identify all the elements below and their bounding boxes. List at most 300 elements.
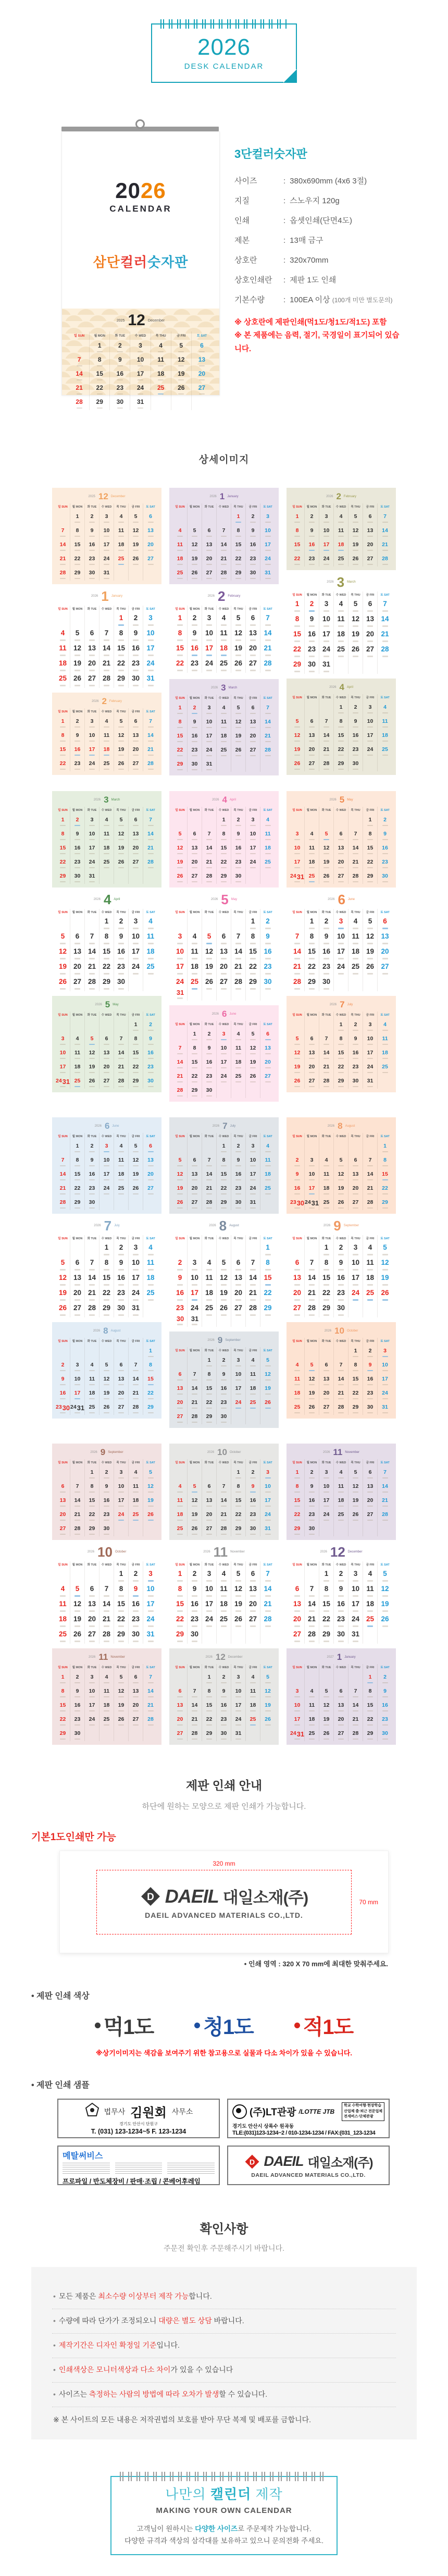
date-cell: 15 <box>363 842 378 856</box>
date-cell: 29 <box>188 1084 202 1098</box>
date-cell: 1 <box>90 340 110 354</box>
prev-month-band <box>169 1117 279 1214</box>
date-cell: 28 <box>202 870 217 884</box>
date-cell: 30 <box>70 870 85 884</box>
date-cell: 13 <box>70 946 85 961</box>
date-cell: 1 <box>114 612 129 627</box>
month-2026-4 <box>56 893 158 991</box>
date-cell: 10 <box>290 1699 305 1713</box>
product-year <box>62 180 219 202</box>
date-cell: 13 <box>173 1699 188 1713</box>
date-cell: 14 <box>188 1699 202 1713</box>
date-cell: 27 <box>85 1629 99 1644</box>
date-cell: 24 <box>217 1070 231 1084</box>
date-cell: 12 <box>99 1373 114 1387</box>
date-cell: 23 <box>114 961 129 976</box>
dow-label: 토 SAT <box>263 911 272 914</box>
date-cell <box>99 1568 114 1583</box>
dow-label: 금 FRI <box>129 1664 143 1671</box>
date-cell: 30 <box>217 1727 231 1741</box>
dow-label: 금 FRI <box>246 1133 260 1140</box>
date-cell: 29 <box>290 1522 305 1536</box>
date-cell: 20 <box>114 1387 129 1401</box>
date-cell: 21 <box>217 1508 231 1522</box>
dow-label: 목 THU <box>114 1664 129 1671</box>
date-cell: 28 <box>56 566 70 581</box>
date-cell: 27 <box>129 757 143 771</box>
date-cell: 13 <box>143 1154 158 1168</box>
date-cell: 20 <box>173 1713 188 1727</box>
date-cell: 24 <box>231 1396 246 1410</box>
dow-label: 금 FRI <box>171 331 192 340</box>
dow-label: 화 TUE <box>85 503 99 510</box>
dow-label: 일 SUN <box>173 503 188 510</box>
date-cell: 1 <box>202 1671 217 1685</box>
page-header <box>0 0 448 83</box>
date-cell: 6 <box>143 1140 158 1154</box>
date-cell: 27 <box>305 757 319 771</box>
date-cell: 28 <box>319 757 334 771</box>
date-cell: 29 <box>363 870 378 884</box>
date-cell: 4 <box>363 1242 378 1257</box>
date-cell <box>173 1354 188 1368</box>
plate-section-subtitle: 하단에 원하는 모양으로 제판 인쇄가 가능합니다. <box>142 1802 306 1811</box>
date-cell: 3 <box>56 1032 70 1046</box>
plate-sample-grid <box>57 2099 391 2185</box>
date-cell: 22 <box>334 743 349 757</box>
date-cell: 23 <box>319 961 334 976</box>
date-cell: 16 <box>129 643 143 658</box>
date-cell: 16 <box>349 1046 363 1061</box>
date-cell: 2 <box>217 1671 231 1685</box>
date-cell <box>378 757 392 771</box>
date-cell: 31 <box>85 870 99 884</box>
date-cell <box>188 1354 202 1368</box>
date-cell: 11 <box>319 1168 334 1182</box>
date-cell: 14 <box>56 1168 70 1182</box>
month-2026-7 <box>173 1121 275 1210</box>
plate-logo-box <box>59 1851 389 1953</box>
month-header: 2026 10 October <box>207 1447 241 1457</box>
date-cell: 20 <box>202 552 217 566</box>
dow-label: 화 TUE <box>110 331 130 340</box>
date-cell: 2 <box>70 814 85 828</box>
date-cell: 14 <box>260 627 275 643</box>
date-cell: 9 <box>217 1368 231 1382</box>
date-cell: 23 <box>188 1613 202 1629</box>
date-cell: 2 <box>290 1154 305 1168</box>
date-cell: 24 <box>334 961 349 976</box>
dow-label: 일 SUN <box>56 909 70 916</box>
month-2026-5 <box>290 795 392 884</box>
date-cell: 3 <box>202 1568 217 1583</box>
date-cell: 25 <box>246 1396 260 1410</box>
date-cell: 4 <box>56 627 70 643</box>
date-cell: 4 <box>334 1466 349 1480</box>
date-cell: 29 <box>217 870 231 884</box>
date-cell: 17 <box>188 1287 202 1302</box>
date-cell: 9 <box>378 828 392 842</box>
date-cell: 23 <box>202 1070 217 1084</box>
month-grid <box>56 1012 158 1089</box>
date-cell: 12 <box>305 1373 319 1387</box>
date-cell: 29 <box>114 673 129 688</box>
date-cell: 26 <box>290 1075 305 1089</box>
month-2026-12 <box>173 1653 275 1741</box>
date-cell: 8 <box>56 1685 70 1699</box>
date-cell: 22 <box>70 552 85 566</box>
confirm-item: • 모든 제품은 최소수량 이상부터 제작 가능합니다. <box>52 2285 396 2309</box>
date-cell: 20 <box>305 1061 319 1075</box>
date-cell: 10 <box>217 1042 231 1056</box>
date-cell: 1 <box>290 1466 305 1480</box>
date-cell: 19 <box>114 842 129 856</box>
daeil-red-diamond-icon <box>244 2154 260 2170</box>
dow-label: 화 TUE <box>319 1664 334 1671</box>
date-cell <box>305 1018 319 1032</box>
date-cell: 22 <box>56 856 70 870</box>
date-cell: 1 <box>99 1242 114 1257</box>
month-2026-4 <box>173 795 275 884</box>
next-month-band <box>287 1648 396 1745</box>
date-cell: 5 <box>334 1154 349 1168</box>
date-cell: 13 <box>202 538 217 552</box>
date-cell: 13 <box>363 1480 378 1494</box>
confirm-item: • 제작기간은 디자인 확정일 기준입니다. <box>52 2334 396 2358</box>
date-cell: 6 <box>334 1685 349 1699</box>
date-cell: 30 <box>129 673 143 688</box>
date-cell: 12 <box>70 643 85 658</box>
month-2026-1 <box>173 492 275 581</box>
date-cell: 1 <box>378 1140 392 1154</box>
date-cell: 27 <box>143 552 158 566</box>
svg-text:D: D <box>146 1891 154 1903</box>
dow-label: 화 TUE <box>85 606 99 612</box>
date-cell: 15 <box>305 946 319 961</box>
date-cell: 19 <box>217 1287 231 1302</box>
date-cell: 10 <box>130 354 151 368</box>
date-cell: 18 <box>334 538 349 552</box>
date-cell: 9 <box>70 828 85 842</box>
dow-label: 수 WED <box>334 503 349 510</box>
date-cell: 21 <box>290 961 305 976</box>
date-cell: 5 <box>129 1140 143 1154</box>
dow-label: 금 FRI <box>363 1338 378 1345</box>
date-cell: 7 <box>319 715 334 729</box>
date-cell: 21 <box>378 1494 392 1508</box>
date-cell: 24 <box>202 744 217 758</box>
date-cell: 15 <box>173 643 188 658</box>
date-cell: 12 <box>260 1685 275 1699</box>
date-cell: 9 <box>143 1032 158 1046</box>
date-cell: 13 <box>334 1699 349 1713</box>
date-cell: 3 <box>231 1354 246 1368</box>
month-grid <box>173 909 275 1001</box>
date-cell: 8 <box>349 1359 363 1373</box>
dow-label: 금 FRI <box>246 1347 260 1354</box>
date-cell: 4 <box>173 1480 188 1494</box>
date-cell: 21 <box>231 961 246 976</box>
month-2026-3 <box>173 683 275 772</box>
date-cell: 26 <box>305 1401 319 1415</box>
date-cell: 24 <box>130 382 151 396</box>
date-cell: 19 <box>114 1699 129 1713</box>
date-cell: 31 <box>231 1727 246 1741</box>
date-cell: 26 <box>114 757 129 771</box>
dow-label: 토 SAT <box>380 1563 390 1567</box>
date-cell: 19 <box>231 1598 246 1613</box>
dow-label: 월 MON <box>305 1235 319 1242</box>
dow-label: 토 SAT <box>263 1461 272 1464</box>
date-cell: 3 <box>143 1568 158 1583</box>
date-cell: 21 <box>319 1061 334 1075</box>
prev-month-band <box>287 1444 396 1540</box>
date-cell: 8 <box>290 613 305 628</box>
date-cell: 15 <box>173 730 188 744</box>
date-cell <box>99 1018 114 1032</box>
month-2026-12 <box>290 1545 392 1644</box>
date-cell: 30 <box>188 758 202 772</box>
date-cell: 27 <box>260 1070 275 1084</box>
date-cell: 14 <box>305 1272 319 1287</box>
date-cell: 22 <box>129 1061 143 1075</box>
date-cell: 9 <box>70 729 85 743</box>
dow-label: 화 TUE <box>202 1664 217 1671</box>
date-cell: 10 <box>319 613 334 628</box>
month-grid <box>173 695 275 772</box>
date-cell: 15 <box>290 538 305 552</box>
date-cell: 6 <box>290 1583 305 1598</box>
date-cell: 24 <box>143 658 158 673</box>
date-cell: 13 <box>129 828 143 842</box>
date-cell: 14 <box>70 1494 85 1508</box>
date-cell: 9 <box>246 524 260 538</box>
date-cell: 28 <box>231 976 246 1001</box>
spec-title: 3단컬러숫자판 <box>234 147 307 161</box>
dow-label: 금 FRI <box>129 1235 143 1242</box>
month-header: 2026 12 December <box>320 1544 363 1560</box>
date-cell: 19 <box>99 1387 114 1401</box>
date-cell: 1 <box>129 1018 143 1032</box>
date-cell <box>173 1466 188 1480</box>
date-cell <box>129 1727 143 1741</box>
next-month-band <box>169 679 279 775</box>
dow-label: 목 THU <box>349 909 363 916</box>
date-cell: 26 <box>260 1713 275 1727</box>
dow-label: 목 THU <box>231 807 246 814</box>
date-cell: 16 <box>188 643 202 658</box>
dow-label: 화 TUE <box>202 807 217 814</box>
dow-label: 토 SAT <box>146 911 155 914</box>
product-title-part2: 컬러 <box>120 254 148 270</box>
date-cell: 29 <box>90 396 110 410</box>
month-2025-12 <box>56 492 158 581</box>
date-cell: 13 <box>334 842 349 856</box>
sample3-name: 메탈써비스 <box>63 2152 103 2161</box>
date-cell: 23 <box>378 1713 392 1727</box>
date-cell: 16 <box>260 946 275 961</box>
date-cell <box>85 1568 99 1583</box>
date-cell <box>192 396 212 410</box>
date-cell: 28 <box>143 856 158 870</box>
date-cell: 7 <box>378 510 392 524</box>
date-cell <box>363 1302 378 1317</box>
date-cell: 1 <box>231 510 246 524</box>
date-cell <box>129 870 143 884</box>
dow-label: 금 FRI <box>129 708 143 715</box>
date-cell: 11 <box>260 828 275 842</box>
date-cell: 4 <box>305 828 319 842</box>
date-cell <box>70 916 85 931</box>
date-cell: 27 <box>290 1302 305 1317</box>
date-cell <box>99 1196 114 1210</box>
date-cell <box>202 1140 217 1154</box>
date-cell: 2 <box>378 1671 392 1685</box>
date-cell: 4 <box>290 1359 305 1373</box>
date-cell: 13 <box>246 1583 260 1598</box>
date-cell: 6 <box>260 1028 275 1042</box>
date-cell: 11 <box>99 828 114 842</box>
date-cell: 10 <box>363 715 378 729</box>
date-cell: 8 <box>173 627 188 643</box>
dow-label: 수 WED <box>217 807 231 814</box>
date-cell: 28 <box>305 1629 319 1644</box>
date-cell: 26 <box>56 1302 70 1317</box>
date-cell: 10 <box>85 729 99 743</box>
month-header: 2026 8 August <box>209 1218 239 1234</box>
current-month-panel <box>169 888 279 1005</box>
dow-label: 금 FRI <box>246 503 260 510</box>
date-cell: 18 <box>114 538 129 552</box>
dow-label: 월 MON <box>70 1338 85 1345</box>
spec-row: 사이즈 : 380x690mm (4x6 3절) <box>234 177 367 186</box>
date-cell: 16 <box>129 1598 143 1613</box>
date-cell: 16 <box>290 1182 305 1196</box>
current-month-panel <box>169 1540 279 1648</box>
date-cell: 23 <box>99 1508 114 1522</box>
date-cell: 4 <box>85 1359 99 1373</box>
date-cell: 19 <box>171 368 192 382</box>
dow-label: 금 FRI <box>129 1459 143 1466</box>
sample4-name-kr: 대일소재(주) <box>307 2156 373 2170</box>
prev-month-band <box>287 791 396 888</box>
date-cell: 6 <box>363 510 378 524</box>
month-header: 2026 11 November <box>322 1447 360 1457</box>
date-cell: 8 <box>114 627 129 643</box>
date-cell: 2 <box>188 1568 202 1583</box>
date-cell: 24 <box>319 552 334 566</box>
date-cell: 6 <box>290 1257 305 1272</box>
date-cell: 25 <box>114 1182 129 1196</box>
spec-note-1: ※ 상호란에 제판인쇄(먹1도/청1도/적1도) 포함 <box>234 318 387 327</box>
date-cell: 22 <box>363 1713 378 1727</box>
date-cell: 5 <box>231 701 246 716</box>
date-cell: 25 <box>305 870 319 884</box>
footer-spiral-binding-icon <box>120 2472 328 2481</box>
date-cell <box>171 396 192 410</box>
date-cell: 14 <box>99 643 114 658</box>
date-cell: 3 <box>129 1242 143 1257</box>
date-cell: 8 <box>246 931 260 946</box>
date-cell <box>319 1345 334 1359</box>
date-cell: 20 <box>260 1056 275 1070</box>
confirm-list <box>52 2285 396 2407</box>
date-cell: 3 <box>217 1028 231 1042</box>
date-cell: 16 <box>246 1494 260 1508</box>
date-cell: 15 <box>85 1494 99 1508</box>
date-cell: 17 <box>305 1182 319 1196</box>
sample-daeil <box>227 2146 390 2185</box>
dow-label: 금 FRI <box>246 909 260 916</box>
date-cell: 19 <box>319 1713 334 1727</box>
date-cell: 21 <box>85 1287 99 1302</box>
dow-label: 수 WED <box>217 1347 231 1354</box>
confirm-section-subtitle: 주문전 확인후 주문해주시기 바랍니다. <box>164 2244 284 2252</box>
confirm-footnote: ※ 본 사이트의 모든 내용은 저작권법의 보호를 받아 무단 복제 및 배포를 금합니다. <box>53 2415 312 2424</box>
date-cell: 6 <box>188 1154 202 1168</box>
date-cell: 8 <box>99 931 114 946</box>
date-cell: 14 <box>349 1699 363 1713</box>
dow-label: 화 TUE <box>202 1133 217 1140</box>
date-cell: 29 <box>217 1196 231 1210</box>
month-grid <box>290 1235 392 1317</box>
dow-label: 토 SAT <box>146 710 155 713</box>
date-cell: 20 <box>173 1396 188 1410</box>
date-cell: 28 <box>99 673 114 688</box>
date-cell <box>305 1568 319 1583</box>
date-cell <box>85 1727 99 1741</box>
date-cell: 29 <box>231 566 246 581</box>
date-cell: 16 <box>217 1699 231 1713</box>
dow-label: 일 SUN <box>173 1021 188 1028</box>
dow-label: 월 MON <box>70 807 85 814</box>
date-cell: 30 <box>378 1727 392 1741</box>
sample2-lotte: /LOTTE JTB <box>298 2107 335 2115</box>
date-cell: 1 <box>56 715 70 729</box>
calendar-page-5 <box>169 791 279 1102</box>
date-cell: 28 <box>260 1613 275 1629</box>
dow-label: 수 WED <box>99 1338 114 1345</box>
date-cell: 13 <box>188 842 202 856</box>
date-cell <box>334 1345 349 1359</box>
date-cell: 22 <box>173 744 188 758</box>
dow-label: 월 MON <box>188 1347 202 1354</box>
date-cell: 2 <box>349 1018 363 1032</box>
date-cell: 28 <box>56 1196 70 1210</box>
date-cell: 10 <box>114 1480 129 1494</box>
date-cell: 26 <box>114 1713 129 1727</box>
date-cell <box>246 1410 260 1424</box>
date-cell: 30 <box>378 870 392 884</box>
daeil-logo-kr: 대일소재(주) <box>222 1889 308 1907</box>
date-cell: 8 <box>334 1032 349 1046</box>
date-cell: 18 <box>114 1168 129 1182</box>
date-cell <box>231 1410 246 1424</box>
current-month-panel <box>52 1214 161 1322</box>
date-cell <box>231 1629 246 1644</box>
dow-label: 일 SUN <box>56 1664 70 1671</box>
date-cell: 6 <box>85 1583 99 1598</box>
date-cell: 21 <box>349 1713 363 1727</box>
date-cell <box>334 976 349 991</box>
month-header: 2026 6 June <box>211 1009 237 1019</box>
date-cell: 9 <box>114 931 129 946</box>
date-cell: 16 <box>110 368 130 382</box>
date-cell: 10 <box>85 828 99 842</box>
product-title-part1: 삼단 <box>93 254 120 270</box>
date-cell: 9 <box>188 1583 202 1598</box>
date-cell: 7 <box>173 1042 188 1056</box>
